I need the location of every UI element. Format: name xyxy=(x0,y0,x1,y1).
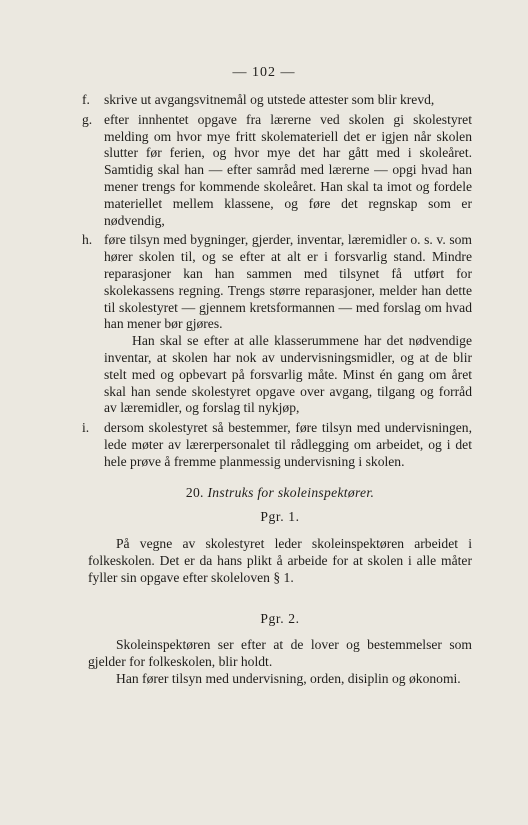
list-marker: h. xyxy=(82,232,93,248)
paragraph-heading-2: Pgr. 2. xyxy=(260,610,300,626)
list-item-i xyxy=(82,420,472,470)
section-number: 20. xyxy=(185,484,204,500)
page-number: — 102 — xyxy=(232,65,296,80)
list-item-h-continuation xyxy=(88,333,472,417)
section-heading xyxy=(88,485,472,502)
list-item-text: efter innhentet opgave fra lærerne ved skolen gi skolestyret melding om hvor mye fritt skolemateriell det er igjen når skolen slutter før ferien, og hvor mye det har gått med i skoleåret. Samtidig skal han — efter samråd med lærerne — opgi hvad han mener trengs for kommende skoleåret. Han skal ta imot og fordele materiellet mellem klassene, og føre det regnskap som er nødvendig, xyxy=(104,111,472,228)
body-text xyxy=(82,92,472,688)
list-marker: f. xyxy=(82,92,90,107)
list-item-text: føre tilsyn med bygninger, gjerder, inventar, læremidler o. s. v. som hører skolen til, og se efter at alt er i forsvarlig stand. Mindre reparasjoner kan han sammen med tilsynet få utført for skolekassens regning. Trengs større reparasjoner, melder han dette til skolestyret — gjennem kretsformannen — med forslag om hvad han mener bør gjøres. xyxy=(104,232,472,332)
list-item-text: skrive ut avgangsvitnemål og utstede attester som blir krevd, xyxy=(104,92,435,107)
list-marker: i. xyxy=(82,420,90,436)
list-item-g xyxy=(82,111,472,230)
list-marker: g. xyxy=(82,111,93,127)
paragraph-heading-1: Pgr. 1. xyxy=(260,509,300,525)
paragraph: På vegne av skolestyret leder skoleinspektøren arbeidet i folkeskolen. Det er da hans plikt å arbeide for at skolen i alle måter fyller sin opgave efter skoleloven § 1. xyxy=(88,536,472,585)
section-title: Instruks for skoleinspektører. xyxy=(207,484,375,500)
list-item-text: dersom skolestyret så bestemmer, føre tilsyn med undervisningen, lede møter av lærerpersonalet til rådlegging om arbeidet, og i det hele prøve å fremme planmessig undervisning i skolen. xyxy=(104,420,472,469)
paragraph: Han fører tilsyn med undervisning, orden, disiplin og økonomi. xyxy=(116,670,461,686)
paragraph: Han skal se efter at alle klasserummene har det nødvendige inventar, at skolen har nok av undervisningsmidler, og at de blir stelt med og opbevart på forsvarlig måte. Minst én gang om året skal han sende skolestyret opgave over avgang, tilgang og forråd av læremidler, og forslag til nykjøp, xyxy=(104,333,472,416)
paragraph: Skoleinspektøren ser efter at de lover og bestemmelser som gjelder for folkeskolen, blir holdt. xyxy=(88,637,472,670)
list-item-h xyxy=(82,232,472,333)
list-item-f xyxy=(82,92,472,109)
